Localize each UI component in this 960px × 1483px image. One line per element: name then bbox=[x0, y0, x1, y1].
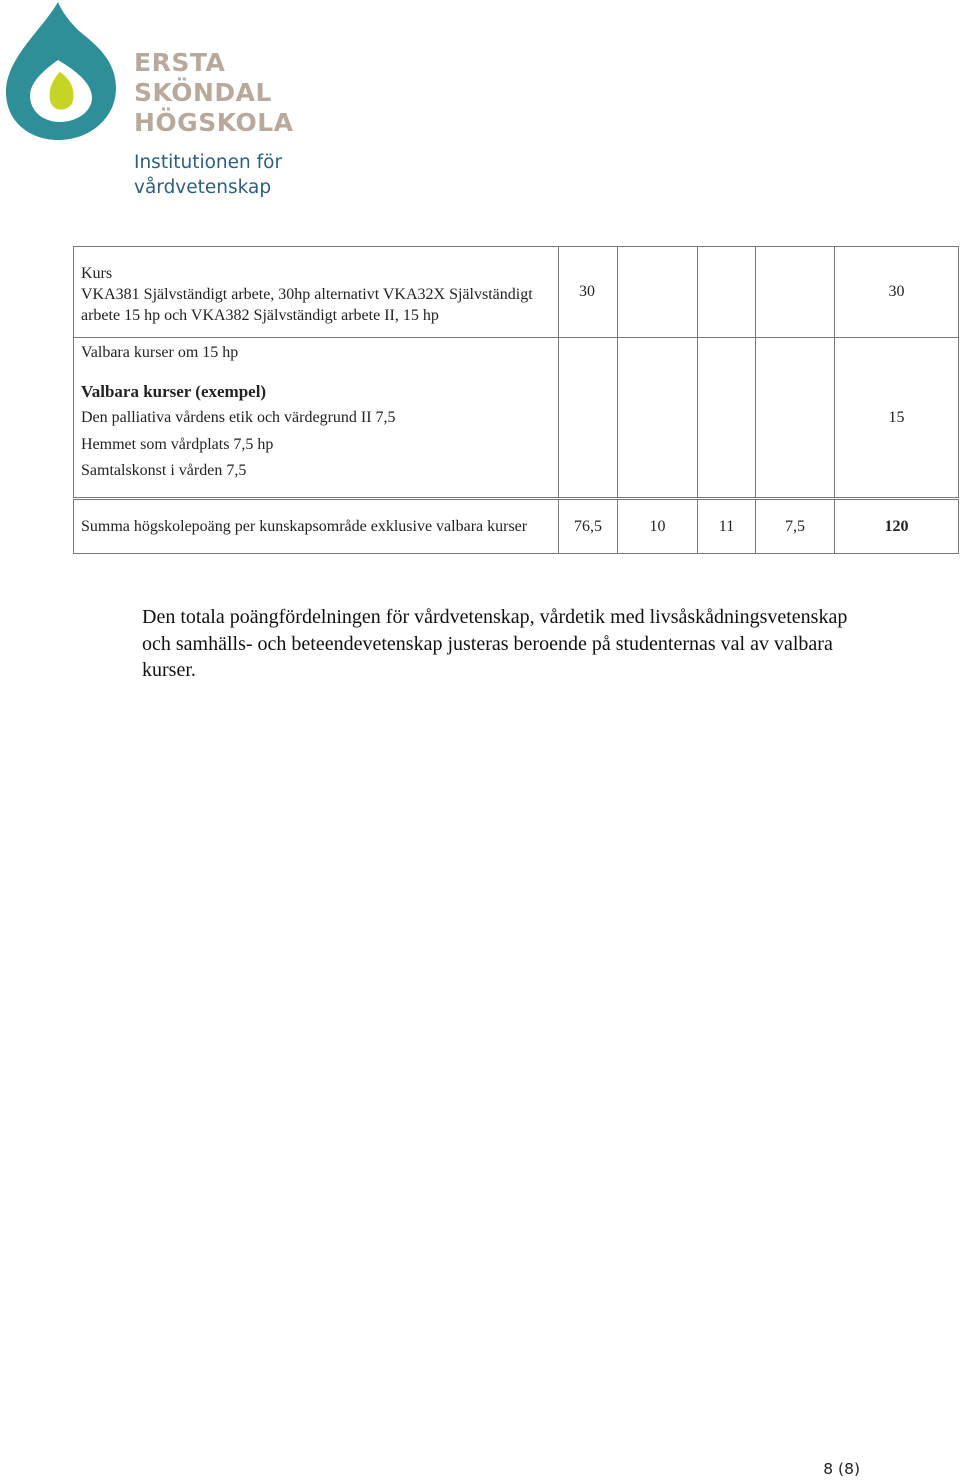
valbara-intro: Valbara kurser om 15 hp bbox=[81, 344, 239, 361]
valbara-col2-empty bbox=[618, 338, 698, 499]
table-row-valbara bbox=[74, 338, 959, 499]
valbara-col1-empty bbox=[559, 338, 618, 499]
logo-subtitle-2: vårdvetenskap bbox=[134, 177, 272, 198]
table-row-kurs bbox=[74, 247, 959, 338]
valbara-item: Samtalskonst i vården 7,5 bbox=[81, 462, 247, 479]
kurs-col3-empty bbox=[698, 247, 756, 338]
summa-value-4: 7,5 bbox=[756, 499, 835, 554]
institution-logo bbox=[0, 0, 300, 210]
table-row-summa bbox=[74, 499, 959, 554]
drop-logo-icon bbox=[0, 0, 125, 145]
summa-value-3: 11 bbox=[698, 499, 756, 554]
valbara-item: Hemmet som vårdplats 7,5 hp bbox=[81, 435, 274, 453]
summa-cell bbox=[74, 499, 559, 554]
kurs-col4-empty bbox=[756, 247, 835, 338]
summa-label: Summa högskolepoäng per kunskapsområde exklusive valbara kurser bbox=[81, 517, 528, 535]
distribution-note: Den totala poängfördelningen för vårdvetenskap, vårdetik med livsåskådningsvetenskap och samhälls- och beteendevetenskap justeras beroende på studenternas val av valbara kurser. bbox=[142, 606, 848, 681]
valbara-heading: Valbara kurser (exempel) bbox=[81, 381, 267, 401]
kurs-cell bbox=[74, 247, 559, 338]
kurs-col2-empty bbox=[618, 247, 698, 338]
valbara-col3-empty bbox=[698, 338, 756, 499]
logo-line-2: SKÖNDAL bbox=[134, 78, 272, 107]
logo-line-1: ERSTA bbox=[134, 48, 226, 77]
logo-subtitle-1: Institutionen för bbox=[134, 152, 283, 173]
kurs-text: VKA381 Självständigt arbete, 30hp alternativt VKA32X Självständigt arbete 15 hp och VKA382 Självständigt arbete II, 15 hp bbox=[81, 285, 533, 324]
valbara-col4-empty bbox=[756, 338, 835, 499]
summa-value-2: 10 bbox=[618, 499, 698, 554]
course-credit-table bbox=[73, 246, 959, 554]
page-number: 8 (8) bbox=[823, 1460, 860, 1478]
logo-wordmark bbox=[134, 48, 293, 200]
valbara-cell bbox=[74, 338, 559, 499]
valbara-item: Den palliativa vårdens etik och värdegrund II 7,5 bbox=[81, 409, 396, 426]
kurs-col1-value: 30 bbox=[559, 247, 618, 338]
valbara-col5-value: 15 bbox=[835, 338, 959, 499]
summa-value-1: 76,5 bbox=[559, 499, 618, 554]
summa-total: 120 bbox=[835, 499, 959, 554]
kurs-col5-value: 30 bbox=[835, 247, 959, 338]
kurs-label: Kurs bbox=[81, 264, 113, 282]
logo-line-3: HÖGSKOLA bbox=[134, 108, 294, 137]
